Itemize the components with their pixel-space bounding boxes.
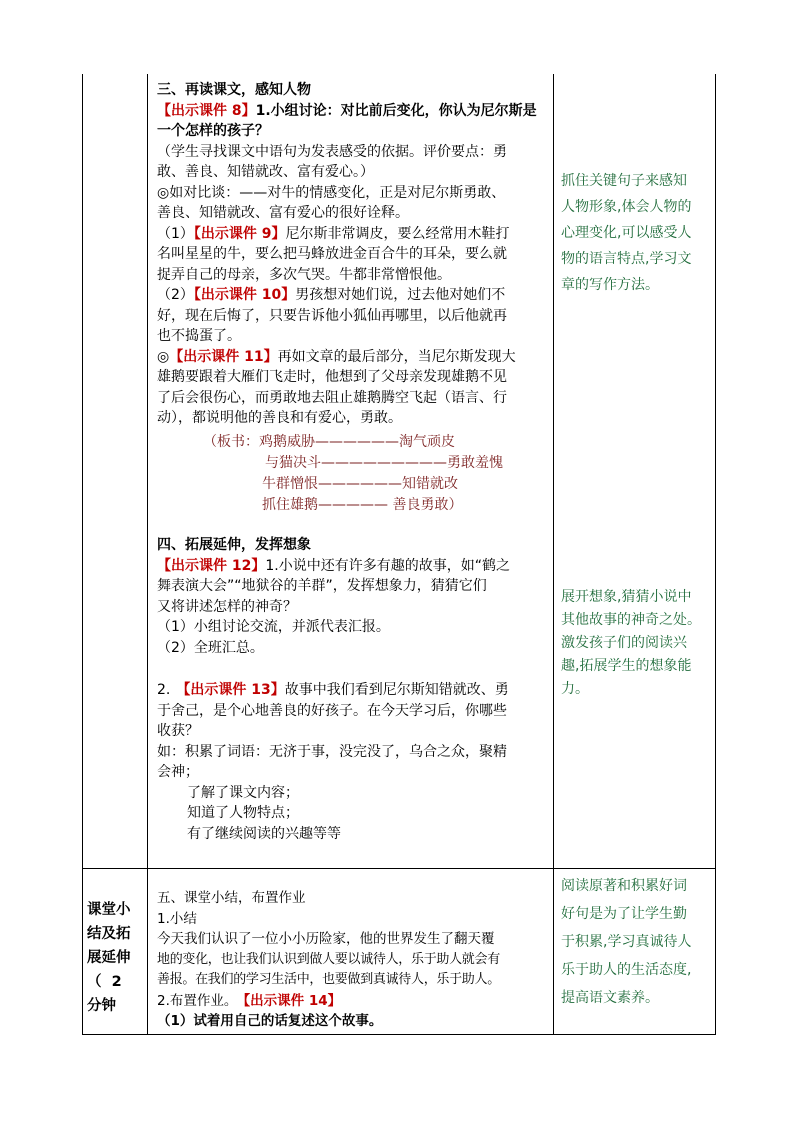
stage-label-line: 课堂小: [87, 902, 131, 918]
table-border-bottom: [82, 1034, 716, 1035]
note-line: 提高语文素养。: [561, 990, 659, 1006]
note-line: 激发孩子们的阅读兴: [561, 635, 687, 651]
board-line-1: （板书：鸡鹅威胁——————淘气顽皮: [203, 434, 455, 450]
note-line: 物的语言特点,学习文: [561, 251, 692, 267]
stage-label-line: 展延伸: [87, 950, 131, 966]
section4-text: 舞表演大会”“地狱谷的羊群”，发挥想象力，猜猜它们: [157, 578, 487, 594]
courseware-tag: 【出示课件 9】: [193, 225, 286, 242]
courseware-tag: 【出示课件 8】: [157, 102, 256, 119]
note-line: 人物形象,体会人物的: [561, 199, 692, 215]
section3-text: ◎如对比谈：——对牛的情感变化，正是对尼尔斯勇敢、: [157, 184, 506, 201]
section3-text: 男孩想对她们说，过去他对她们不: [295, 287, 506, 303]
section4-text: 于舍己，是个心地善良的好孩子。在今天学习后，你哪些: [157, 702, 507, 719]
note-line: 抓住关键句子来感知: [561, 173, 687, 189]
item-number: 2.: [157, 682, 171, 698]
section4-text: 了解了课文内容；: [187, 784, 299, 801]
section4-text: 1.小说中还有许多有趣的故事，如“鹤之: [265, 557, 510, 574]
section3-text: （学生寻找课文中语句为发表感受的依据。评价要点：勇: [157, 143, 507, 160]
stage-label: [87, 898, 139, 1018]
summary-text: 善报。在我们的学习生活中，也要做到真诚待人，乐于助人。: [157, 972, 500, 987]
section4-heading: 四、拓展延伸，发挥想象: [157, 537, 311, 553]
section4-text: 知道了人物特点；: [187, 805, 299, 821]
section4-text: （1）小组讨论交流，并派代表汇报。: [157, 619, 390, 635]
homework-label: 2.布置作业。: [157, 992, 238, 1009]
note-line: 展开想象,猜猜小说中: [561, 589, 692, 605]
section3-text: 捉弄自己的母亲，多次气哭。牛都非常憎恨他。: [157, 266, 451, 283]
section3-text: 善良、知错就改、富有爱心的很好诠释。: [157, 205, 409, 221]
summary-text: 1.小结: [157, 910, 197, 927]
courseware-tag: 【出示课件 11】: [169, 348, 278, 365]
section4-text: 有了继续阅读的兴趣等等: [187, 825, 341, 842]
section4-text: 会神；: [157, 764, 199, 780]
section4-block-2: [157, 680, 555, 844]
section4-text: 收获？: [157, 723, 199, 739]
homework-item: （1）试着用自己的话复述这个故事。: [157, 1013, 383, 1029]
section4-block: [157, 535, 555, 658]
summary-text: 今天我们认识了一位小小历险家，他的世界发生了翻天覆: [157, 931, 495, 947]
courseware-tag: 【出示课件 13】: [176, 682, 285, 698]
bullet-symbol: ◎: [157, 348, 170, 365]
table-border-col1: [147, 74, 148, 1035]
courseware-tag: 【出示课件 10】: [193, 287, 296, 303]
section4-text: 又将讲述怎样的神奇？: [157, 598, 297, 615]
section3-text: 动），都说明他的善良和有爱心，勇敢。: [157, 410, 402, 426]
section4-text: （2）全班汇总。: [157, 639, 264, 656]
note-line: 力。: [561, 681, 589, 697]
note-1: [561, 168, 716, 298]
stage-label-line: 结及拓: [87, 926, 131, 942]
note-line: 于积累,学习真诚待人: [561, 934, 692, 950]
section3-text: 也不捣蛋了。: [157, 328, 241, 344]
section4-text: 如：积累了词语：无济于事，没完没了，乌合之众，聚精: [157, 743, 507, 760]
summary-block: [157, 888, 555, 1032]
section4-text: 故事中我们看到尼尔斯知错就改、勇: [284, 682, 509, 698]
note-line: 趣,拓展学生的想象能: [561, 658, 692, 674]
summary-text: 地的变化，也让我们认识到做人要以诚待人，乐于助人就会有: [157, 951, 500, 967]
section3-text: 了后会很伤心，而勇敢地去阻止雄鹅腾空飞起（语言、行: [157, 389, 507, 406]
stage-label-line: （ 2: [87, 974, 122, 990]
note-line: 其他故事的神奇之处。: [561, 612, 701, 628]
table-border-left: [82, 74, 83, 1035]
section3-question: 1.小组讨论：对比前后变化，你认为尼尔斯是: [255, 102, 537, 119]
section3-text: 尼尔斯非常调皮，要么经常用木鞋打: [285, 225, 510, 242]
section3-text: 敢、善良、知错就改、富有爱心。）: [157, 164, 374, 180]
note-line: 章的写作方法。: [561, 277, 659, 293]
note-2: [561, 586, 716, 701]
summary-heading: 五、课堂小结，布置作业: [157, 890, 306, 906]
stage-label-line: 分钟: [87, 998, 116, 1014]
section3-heading: 三、再读课文，感知人物: [157, 82, 311, 98]
courseware-tag: 【出示课件 12】: [157, 557, 266, 574]
section3-text: 再如文章的最后部分，当尼尔斯发现大: [277, 348, 516, 365]
note-line: 阅读原著和积累好词: [561, 878, 687, 894]
section3-text: 好，现在后悔了，只要告诉他小狐仙再哪里，以后他就再: [157, 307, 507, 324]
note-line: 心理变化,可以感受人: [561, 225, 692, 241]
item-number: （2）: [157, 287, 194, 303]
board-line-4: 抓住雄鹅————— 善良勇敢）: [262, 497, 463, 513]
table-row-divider: [82, 868, 716, 869]
board-line-2: 与猫决斗—————————勇敢羞愧: [265, 455, 503, 471]
note-line: 乐于助人的生活态度,: [561, 962, 692, 978]
item-number: （1）: [157, 225, 194, 242]
note-3: [561, 872, 716, 1012]
section3-text: 雄鹅要跟着大雁们飞走时，他想到了父母亲发现雄鹅不见: [157, 369, 507, 385]
board-line-3: 牛群憎恨——————知错就改: [262, 476, 458, 492]
section3-block: [157, 80, 555, 429]
courseware-tag: 【出示课件 14】: [243, 992, 342, 1009]
section3-text: 名叫星星的牛，要么把马蜂放进金百合牛的耳朵，要么就: [157, 246, 507, 262]
section3-question-cont: 一个怎样的孩子？: [157, 123, 269, 139]
note-line: 好句是为了让学生勤: [561, 906, 687, 922]
